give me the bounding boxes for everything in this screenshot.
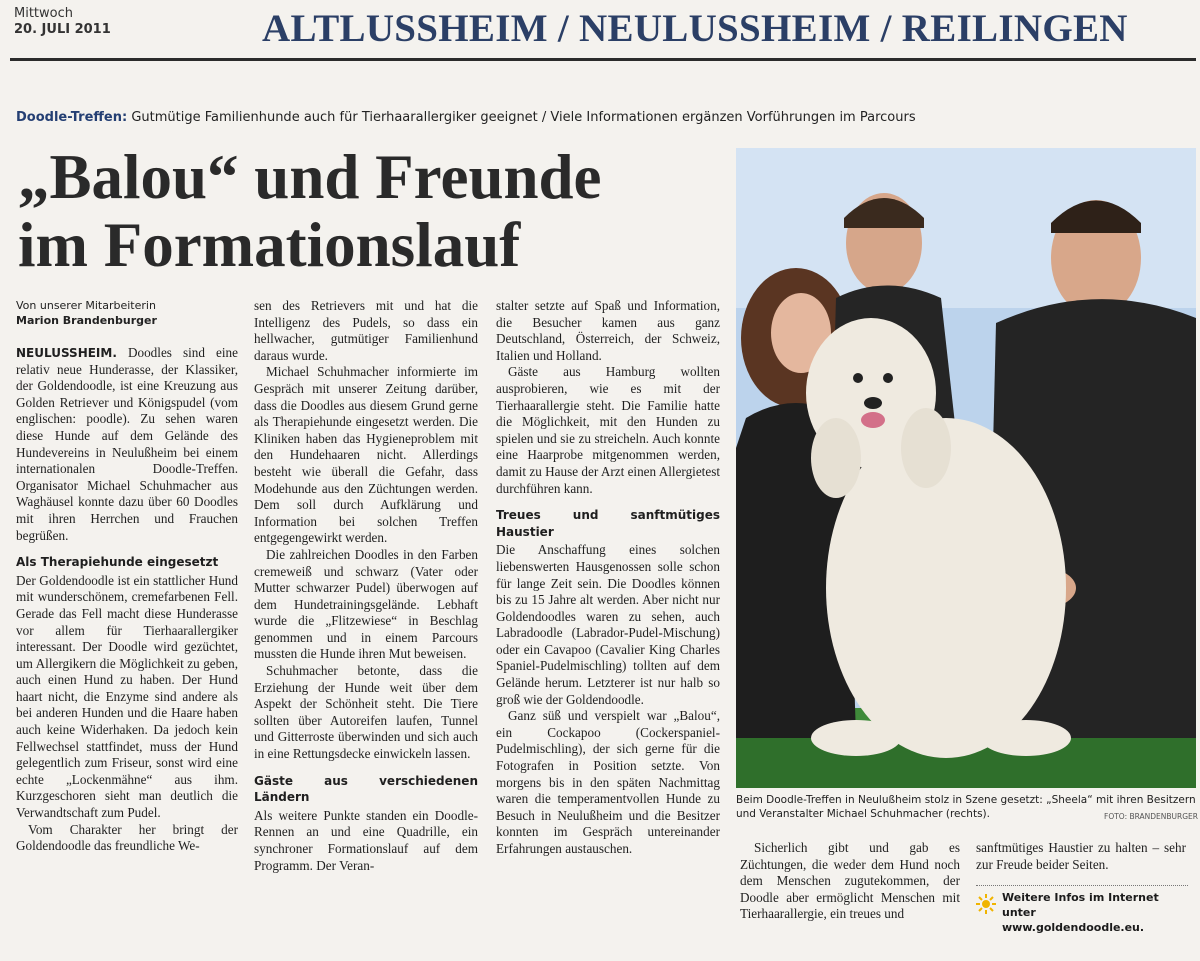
paragraph: Vom Charakter her bringt der Goldendoodle das freundliche We- xyxy=(16,821,238,854)
info-link[interactable]: www.goldendoodle.eu. xyxy=(1002,921,1145,934)
byline xyxy=(16,298,157,328)
byline-author: Marion Brandenburger xyxy=(16,314,157,327)
headline xyxy=(18,143,718,279)
paragraph: Als weitere Punkte standen ein Doodle-Rennen an und eine Quadrille, ein synchroner Formationslauf auf dem Programm. Der Veran- xyxy=(254,807,478,873)
paragraph: Gäste aus Hamburg wollten ausprobieren, wie es mit der Tierhaarallergie steht. Die Familie hatte die Möglichkeit, mit den Hunden zu spielen und sie zu streicheln. Auch konnte eine Haarprobe mitgenommen werden, damit zu Hause der Arzt einen Allergietest durchführen kann. xyxy=(496,364,720,496)
paragraph: Die Anschaffung eines solchen liebenswerten Hausgenossen solle schon für lange Zeit sein. Die Doodles können bis zu 15 Jahre alt werden. Aber nicht nur Goldendoodles waren zu sehen, auch Labradoodle (Labrador-Pudel-Mischung) oder ein Cavapoo (Cavalier King Charles Spaniel-Pudelmischling) tollten auf dem Gelände herum. Letzterer ist nur halb so groß wie der Goldendoodle. xyxy=(496,542,720,707)
section-title: ALTLUSSHEIM / NEULUSSHEIM / REILINGEN xyxy=(262,7,1128,50)
paragraph: Schuhmacher betonte, dass die Erziehung der Hunde weit über dem Aspekt der Schönheit steht. Die Tiere sollten über Autoreifen laufen, Tunnel und Gitterroste überwinden und sich auch in eine Rettungsdecke einwickeln lassen. xyxy=(254,663,478,762)
photo-credit: FOTO: BRANDENBURGER xyxy=(1104,812,1199,821)
subheading: Treues und sanftmütiges Haustier xyxy=(496,508,720,539)
info-divider xyxy=(976,885,1188,886)
headline-line-2: im Formationslauf xyxy=(18,210,521,280)
masthead-date-block xyxy=(14,6,111,38)
article-column-2 xyxy=(254,298,478,874)
masthead-rule xyxy=(10,58,1196,61)
headline-line-1: „Balou“ und Freunde xyxy=(18,142,602,212)
info-label: Weitere Infos im Internet unter xyxy=(1002,891,1159,919)
paragraph: sen des Retrievers mit und hat die Intelligenz des Pudels, so dass ein hellwacher, gutmütiger Familienhund daraus wurde. xyxy=(254,298,478,363)
paragraph: stalter setzte auf Spaß und Information, die Besucher kamen aus ganz Deutschland, Österreich, der Schweiz, Italien und Holland. xyxy=(496,298,720,363)
subheading: Als Therapiehunde eingesetzt xyxy=(16,555,219,570)
photo-illustration xyxy=(736,148,1196,788)
kicker-text: Gutmütige Familienhunde auch für Tierhaarallergiker geeignet / Viele Informationen ergänzen Vorführungen im Parcours xyxy=(131,110,916,125)
subheading: Gäste aus verschiedenen Ländern xyxy=(254,773,478,805)
article-column-5 xyxy=(976,840,1186,873)
paragraph: Michael Schuhmacher informierte im Gespräch mit unserer Zeitung darüber, dass die Doodles aus diesem Grund gerne als Therapiehunde eingesetzt werden. Die Kliniken haben das Hygieneproblem mit den Hundehaaren nicht. Allerdings besteht wie überall die Gefahr, dass Modehunde aus den Züchtungen werden. Dem soll durch Aufklärung und Information bei solchen Treffen entgegengewirkt werden. xyxy=(254,364,478,546)
paragraph xyxy=(16,345,238,544)
paragraph-text: Doodles sind eine relativ neue Hunderasse, der Klassiker, der Goldendoodle, ist eine Kreuzung aus Golden Retriever und Königspudel (vom englischen: poodle). Zu sehen waren diese Hunde auf dem Gelände des Hundevereins in Neulußheim bei einem internationalen Doodle-Treffen. Organisator Michael Schuhmacher aus Waghäusel konnte dazu über 60 Doodles mit ihren Herrchen und Frauchen begrüßen. xyxy=(16,345,238,543)
article-column-1 xyxy=(16,345,238,855)
article-column-3 xyxy=(496,298,720,858)
article-column-4 xyxy=(740,840,960,923)
info-box xyxy=(976,890,1186,935)
paragraph: Ganz süß und verspielt war „Balou“, ein Cockapoo (Cockerspaniel-Pudelmischling), der sich gerne für die Fotografen in Position setzte. Von morgens bis in den späten Nachmittag waren die temperamentvollen Hunde zu Besuch in Neulußheim und die Besitzer konnten im Gespräch untereinander Erfahrungen austauschen. xyxy=(496,708,720,856)
masthead-weekday: Mittwoch xyxy=(14,6,73,21)
paragraph: sanftmütiges Haustier zu halten – sehr zur Freude beider Seiten. xyxy=(976,840,1186,872)
paragraph: Der Goldendoodle ist ein stattlicher Hund mit wunderschönem, cremefarbenen Fell. Gerade das Fell macht diese Hunderasse vor allem für Tierhaarallergiker interessant. Der Doodle wird gezüchtet, um Allergikern die Möglichkeit zu geben, auch einen Hund zu haben. Der Hund haart nicht, die Enzyme sind andere als bei anderen Hunden und die Haare haben auch keine Widerhaken. Da jedoch kein Fellwechsel stattfindet, muss der Hund gelegentlich zum Friseur, sonst wird eine echte „Lockenmähne“ aus ihm. Kurzgeschoren sieht man deutlich die Verwandtschaft zum Pudel. xyxy=(16,572,238,821)
article-photo xyxy=(736,148,1196,788)
kicker xyxy=(16,110,916,125)
dateline: NEULUSSHEIM. xyxy=(16,346,117,360)
paragraph: Die zahlreichen Doodles in den Farben cremeweiß und schwarz (Vater oder Mutter schwarzer Pudel) überwogen auf dem Hundetrainingsgelände. Lebhaft wurde die „Flitzewiese“ in Beschlag genommen und in einem Parcours mussten die Hunde ihren Mut beweisen. xyxy=(254,546,478,662)
photo-caption: Beim Doodle-Treffen in Neulußheim stolz in Szene gesetzt: „Sheela“ mit ihren Besitzern und Veranstalter Michael Schuhmacher (rechts). xyxy=(736,794,1196,820)
byline-role: Von unserer Mitarbeiterin xyxy=(16,299,156,312)
masthead-date: 20. JULI 2011 xyxy=(14,22,111,37)
paragraph: Sicherlich gibt und gab es Züchtungen, die weder dem Hund noch dem Menschen zugutekommen, der Doodle aber ermöglicht Menschen mit Tierhaarallergie, ein treues und xyxy=(740,840,960,922)
kicker-topic: Doodle-Treffen: xyxy=(16,110,128,125)
